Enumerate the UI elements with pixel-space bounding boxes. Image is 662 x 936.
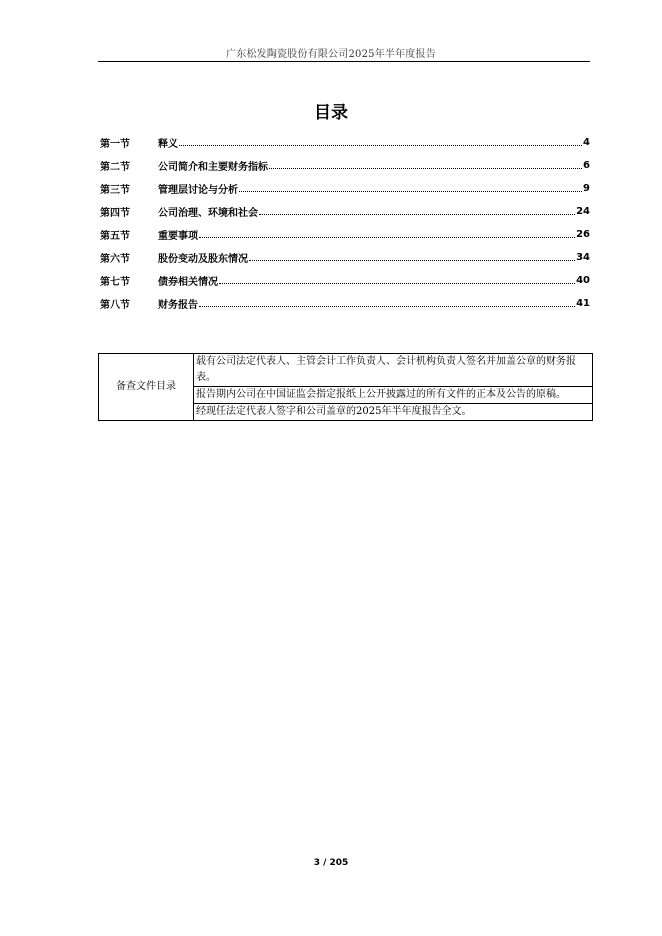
toc-section-name: 重要事项 bbox=[158, 231, 198, 242]
toc-leader-dots bbox=[179, 145, 582, 146]
toc-page-number: 9 bbox=[583, 183, 590, 194]
toc-title: 目录 bbox=[314, 103, 348, 123]
toc-entry[interactable] bbox=[100, 200, 590, 223]
toc-section-name: 财务报告 bbox=[158, 300, 198, 311]
toc-page-number: 41 bbox=[576, 298, 590, 309]
toc-section-name: 公司治理、环境和社会 bbox=[158, 208, 258, 219]
toc-leader-dots bbox=[199, 306, 575, 307]
reference-documents-label: 备查文件目录 bbox=[99, 354, 194, 421]
toc-section-number: 第五节 bbox=[100, 231, 130, 242]
toc-entry[interactable] bbox=[100, 223, 590, 246]
toc-leader-dots bbox=[249, 260, 575, 261]
reference-documents-table bbox=[98, 353, 593, 421]
toc-page-number: 6 bbox=[583, 160, 590, 171]
toc-section-number: 第六节 bbox=[100, 254, 130, 265]
toc-section-number: 第七节 bbox=[100, 277, 130, 288]
running-header: 广东松发陶瓷股份有限公司2025年半年度报告 bbox=[226, 49, 436, 60]
toc-leader-dots bbox=[239, 191, 582, 192]
toc-section-number: 第一节 bbox=[100, 139, 130, 150]
toc-section-number: 第二节 bbox=[100, 162, 130, 173]
toc-entry[interactable] bbox=[100, 246, 590, 269]
toc-entry[interactable] bbox=[100, 131, 590, 154]
reference-document-item: 报告期内公司在中国证监会指定报纸上公开披露过的所有文件的正本及公告的原稿。 bbox=[194, 387, 593, 404]
page-number: 3 / 205 bbox=[313, 858, 349, 868]
toc-leader-dots bbox=[219, 283, 575, 284]
toc-entry[interactable] bbox=[100, 269, 590, 292]
toc-leader-dots bbox=[199, 237, 575, 238]
header-divider bbox=[98, 61, 590, 62]
toc-section-name: 公司简介和主要财务指标 bbox=[158, 162, 268, 173]
toc-leader-dots bbox=[269, 168, 582, 169]
toc-entry[interactable] bbox=[100, 154, 590, 177]
toc-section-name: 股份变动及股东情况 bbox=[158, 254, 248, 265]
toc-page-number: 24 bbox=[576, 206, 590, 217]
toc-leader-dots bbox=[259, 214, 575, 215]
toc-page-number: 4 bbox=[583, 137, 590, 148]
toc-page-number: 34 bbox=[576, 252, 590, 263]
toc-page-number: 40 bbox=[576, 275, 590, 286]
toc-section-number: 第三节 bbox=[100, 185, 130, 196]
reference-document-item: 载有公司法定代表人、主管会计工作负责人、会计机构负责人签名并加盖公章的财务报表。 bbox=[194, 354, 593, 387]
toc-section-name: 释义 bbox=[158, 139, 178, 150]
table-of-contents bbox=[100, 131, 590, 315]
toc-section-name: 管理层讨论与分析 bbox=[158, 185, 238, 196]
toc-entry[interactable] bbox=[100, 177, 590, 200]
toc-entry[interactable] bbox=[100, 292, 590, 315]
toc-section-name: 债券相关情况 bbox=[158, 277, 218, 288]
reference-document-item: 经现任法定代表人签字和公司盖章的2025年半年度报告全文。 bbox=[194, 404, 593, 421]
table-row bbox=[99, 354, 593, 387]
toc-section-number: 第四节 bbox=[100, 208, 130, 219]
toc-section-number: 第八节 bbox=[100, 300, 130, 311]
toc-page-number: 26 bbox=[576, 229, 590, 240]
